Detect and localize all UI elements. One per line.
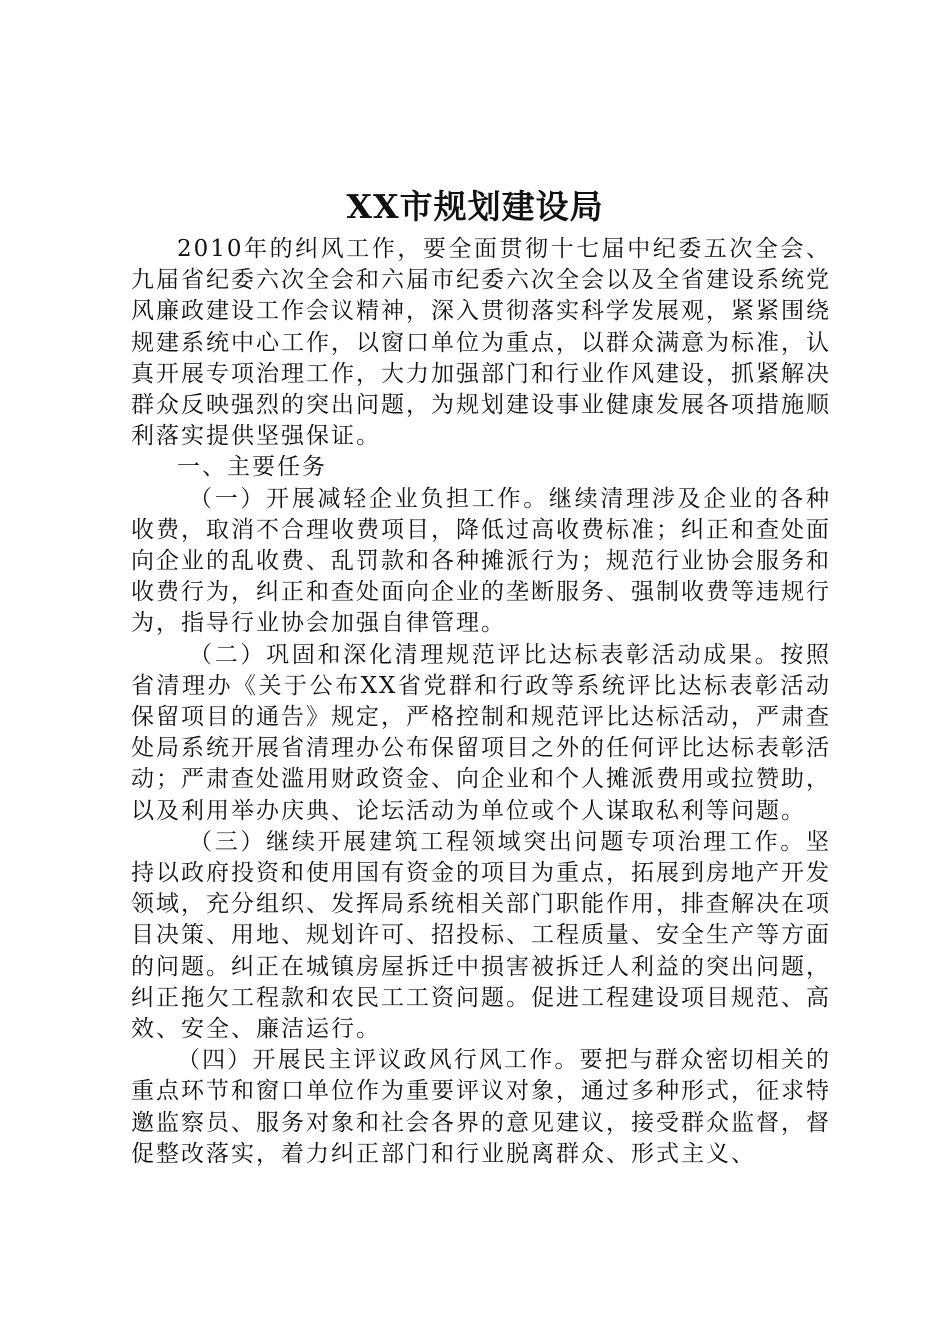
- document-body: [131, 234, 831, 1170]
- document-title: XX市规划建设局: [346, 187, 604, 226]
- task-paragraph-3: （三）继续开展建筑工程领域突出问题专项治理工作。坚持以政府投资和使用国有资金的项目为重点，拓展到房地产开发领域，充分组织、发挥局系统相关部门职能作用，排查解决在项目决策、用地、规划许可、招投标、工程质量、安全生产等方面的问题。纠正在城镇房屋拆迁中损害被拆迁人利益的突出问题，纠正拖欠工程款和农民工工资问题。促进工程建设项目规范、高效、安全、廉洁运行。: [131, 828, 831, 1043]
- task-paragraph-4: （四）开展民主评议政风行风工作。要把与群众密切相关的重点环节和窗口单位作为重要评议对象，通过多种形式，征求特邀监察员、服务对象和社会各界的意见建议，接受群众监督，督促整改落实，着力纠正部门和行业脱离群众、形式主义、: [131, 1047, 831, 1167]
- task-paragraph-1: （一）开展减轻企业负担工作。继续清理涉及企业的各种收费，取消不合理收费项目，降低过高收费标准；纠正和查处面向企业的乱收费、乱罚款和各种摊派行为；规范行业协会服务和收费行为，纠正和查处面向企业的垄断服务、强制收费等违规行为，指导行业协会加强自律管理。: [131, 485, 831, 637]
- intro-paragraph: 2010年的纠风工作，要全面贯彻十七届中纪委五次全会、九届省纪委六次全会和六届市纪委六次全会以及全省建设系统党风廉政建设工作会议精神，深入贯彻落实科学发展观，紧紧围绕规建系统中心工作，以窗口单位为重点，以群众满意为标准，认真开展专项治理工作，大力加强部门和行业作风建设，抓紧解决群众反映强烈的突出问题，为规划建设事业健康发展各项措施顺利落实提供坚强保证。: [131, 236, 831, 450]
- task-paragraph-2: （二）巩固和深化清理规范评比达标表彰活动成果。按照省清理办《关于公布XX省党群和行政等系统评比达标表彰活动保留项目的通告》规定，严格控制和规范评比达标活动，严肃查处局系统开展省清理办公布保留项目之外的任何评比达标表彰活动；严肃查处滥用财政资金、向企业和个人摊派费用或拉赞助，以及利用举办庆典、论坛活动为单位或个人谋取私利等问题。: [131, 641, 831, 824]
- section-heading-main-tasks: 一、主要任务: [177, 454, 327, 481]
